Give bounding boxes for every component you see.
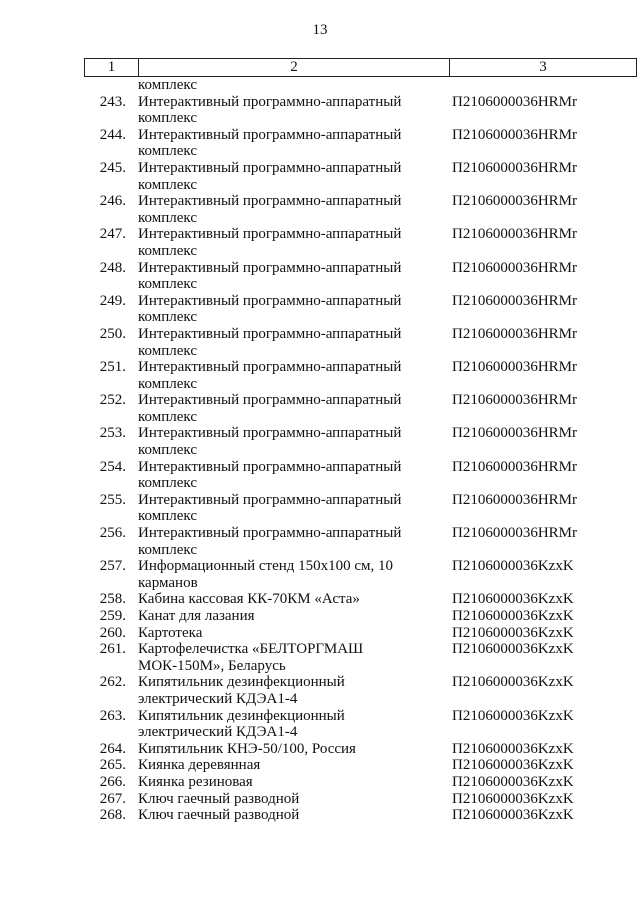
item-number: 262. (99, 674, 126, 691)
item-number: 268. (99, 807, 126, 824)
item-name: Интерактивный программно-аппаратный комплекс (138, 159, 402, 193)
item-name: Интерактивный программно-аппаратный комплекс (138, 193, 402, 226)
item-code: П2106000036HRMr (452, 93, 578, 110)
list-item (0, 226, 640, 259)
item-number: 253. (99, 425, 126, 442)
item-number: 250. (99, 325, 126, 342)
item-number: 244. (99, 126, 126, 143)
item-code: П2106000036HRMr (452, 226, 578, 243)
list-item (0, 807, 640, 824)
column-header-table (84, 58, 637, 77)
item-number: 259. (99, 608, 126, 624)
continued-text: комплекс (138, 77, 197, 93)
item-code: П2106000036HRMr (452, 259, 578, 276)
item-name: Интерактивный программно-аппаратный комплекс (138, 392, 402, 425)
item-number: 248. (99, 259, 126, 276)
item-name: Ключ гаечный разводной (138, 790, 300, 807)
item-number: 256. (99, 525, 126, 542)
column-header-2: 2 (139, 59, 450, 77)
item-name: Интерактивный программно-аппаратный комплекс (138, 93, 402, 127)
item-name: Интерактивный программно-аппаратный комплекс (138, 458, 402, 492)
item-name: Канат для лазания (138, 608, 255, 624)
item-code: П2106000036KzxK (452, 558, 574, 575)
item-number: 260. (99, 624, 126, 641)
item-name: Интерактивный программно-аппаратный комплекс (138, 126, 402, 160)
item-code: П2106000036KzxK (452, 624, 574, 641)
item-code: П2106000036KzxK (452, 790, 574, 807)
item-code: П2106000036KzxK (452, 740, 574, 757)
item-number: 257. (99, 558, 126, 575)
list-item (0, 708, 640, 741)
item-name: Кипятильник дезинфекционный электрический КДЭА1-4 (138, 707, 345, 741)
item-number: 263. (99, 707, 126, 724)
item-code: П2106000036HRMr (452, 425, 578, 442)
item-name: Интерактивный программно-аппаратный комплекс (138, 325, 402, 359)
item-number: 258. (99, 591, 126, 608)
item-code: П2106000036KzxK (452, 674, 574, 691)
item-name: Кипятильник КНЭ-50/100, Россия (138, 740, 356, 757)
item-number: 261. (99, 641, 126, 658)
list-item (0, 525, 640, 558)
list-item (0, 94, 640, 127)
item-number: 246. (99, 193, 126, 210)
list-item (0, 608, 640, 625)
item-code: П2106000036KzxK (452, 591, 574, 608)
list-item (0, 293, 640, 326)
list-item (0, 625, 640, 642)
list-item (0, 425, 640, 458)
item-name: Кипятильник дезинфекционный электрический КДЭА1-4 (138, 674, 345, 707)
item-code: П2106000036KzxK (452, 707, 574, 724)
page-number: 13 (312, 22, 328, 38)
item-number: 267. (99, 790, 126, 807)
continued-row (0, 77, 640, 94)
item-name: Киянка деревянная (138, 757, 261, 774)
item-code: П2106000036HRMr (452, 359, 578, 376)
item-number: 243. (99, 93, 126, 110)
item-number: 254. (99, 458, 126, 475)
item-name: Интерактивный программно-аппаратный комплекс (138, 259, 402, 293)
list-item (0, 757, 640, 774)
item-number: 247. (99, 226, 126, 243)
list-item (0, 260, 640, 293)
item-code: П2106000036HRMr (452, 491, 578, 508)
list-item (0, 127, 640, 160)
list-item (0, 741, 640, 758)
item-code: П2106000036KzxK (452, 608, 574, 624)
item-number: 255. (99, 491, 126, 508)
list-item (0, 674, 640, 707)
item-name: Интерактивный программно-аппаратный комплекс (138, 425, 402, 459)
item-code: П2106000036HRMr (452, 525, 578, 542)
item-code: П2106000036HRMr (452, 126, 578, 143)
item-number: 251. (99, 359, 126, 376)
item-number: 245. (99, 159, 126, 176)
item-name: Ключ гаечный разводной (138, 807, 300, 824)
item-code: П2106000036KzxK (452, 641, 574, 658)
list-item (0, 160, 640, 193)
item-code: П2106000036HRMr (452, 159, 578, 176)
list-item (0, 359, 640, 392)
item-code: П2106000036KzxK (452, 757, 574, 774)
item-code: П2106000036HRMr (452, 193, 578, 210)
item-name: Интерактивный программно-аппаратный комплекс (138, 525, 402, 558)
list-item (0, 492, 640, 525)
item-code: П2106000036KzxK (452, 773, 574, 790)
item-name: Интерактивный программно-аппаратный комплекс (138, 226, 402, 259)
item-number: 252. (99, 392, 126, 409)
item-code: П2106000036HRMr (452, 458, 578, 475)
item-code: П2106000036HRMr (452, 392, 578, 409)
item-code: П2106000036HRMr (452, 292, 578, 309)
list-item (0, 392, 640, 425)
item-code: П2106000036KzxK (452, 807, 574, 824)
item-name: Киянка резиновая (138, 773, 253, 790)
list-item (0, 459, 640, 492)
column-header-1: 1 (85, 59, 139, 77)
item-name: Кабина кассовая КК-70КМ «Аста» (138, 591, 360, 608)
item-number: 249. (99, 292, 126, 309)
list-item (0, 591, 640, 608)
item-name: Интерактивный программно-аппаратный комплекс (138, 292, 402, 326)
list-item (0, 193, 640, 226)
list-item (0, 774, 640, 791)
item-name: Информационный стенд 150х100 см, 10 карманов (138, 558, 394, 591)
item-number: 266. (99, 773, 126, 790)
item-list (0, 77, 640, 824)
item-name: Интерактивный программно-аппаратный комплекс (138, 359, 402, 392)
item-number: 264. (99, 740, 126, 757)
item-name: Интерактивный программно-аппаратный комплекс (138, 491, 402, 525)
item-name: Картотека (138, 624, 203, 641)
item-number: 265. (99, 757, 126, 774)
list-item (0, 558, 640, 591)
item-code: П2106000036HRMr (452, 325, 578, 342)
list-item (0, 326, 640, 359)
item-name: Картофелечистка «БЕЛТОРГМАШ МОК-150М», Беларусь (138, 641, 364, 674)
column-header-3: 3 (450, 59, 637, 77)
list-item (0, 791, 640, 808)
list-item (0, 641, 640, 674)
